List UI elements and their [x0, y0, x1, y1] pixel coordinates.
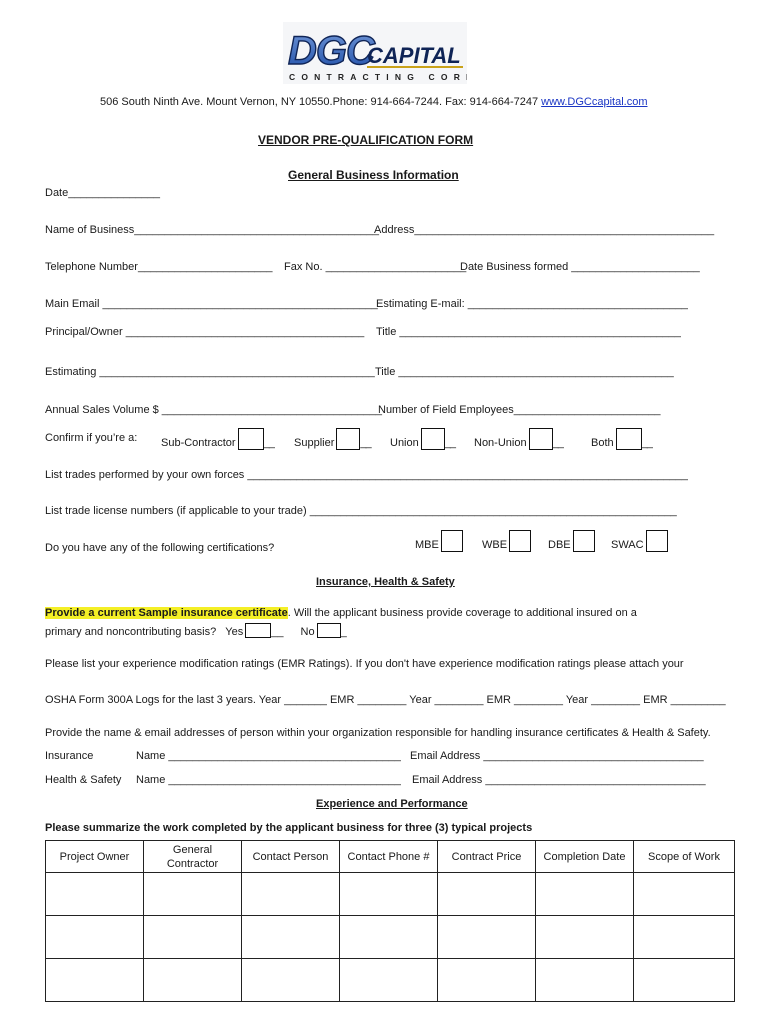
- union-option: Union __: [390, 428, 455, 450]
- non-union-checkbox[interactable]: [529, 428, 553, 450]
- yes-checkbox[interactable]: [245, 623, 271, 638]
- swac-option: [611, 530, 668, 552]
- column-header: Contract Price: [438, 841, 536, 873]
- mbe-option: [415, 530, 463, 552]
- title-field-2[interactable]: Title _____________________________________________: [375, 366, 674, 378]
- license-field[interactable]: List trade license numbers (if applicable to your trade) ____________________________________________________________: [45, 505, 677, 517]
- table-cell[interactable]: [340, 959, 438, 1002]
- section-insurance-title: Insurance, Health & Safety: [316, 576, 455, 588]
- table-cell[interactable]: [438, 959, 536, 1002]
- certifications-question: Do you have any of the following certifications?: [45, 542, 275, 554]
- coverage-question: primary and noncontributing basis? Yes __ No _: [45, 623, 347, 639]
- trades-field[interactable]: List trades performed by your own forces ________________________________________________________________________: [45, 469, 688, 481]
- column-header: Scope of Work: [634, 841, 735, 873]
- health-safety-contact-label: Health & Safety: [45, 774, 122, 786]
- address-field[interactable]: Address_________________________________________________: [374, 224, 715, 236]
- emr-instruction: Please list your experience modification ratings (EMR Ratings). If you don't have experience modification ratings please attach your: [45, 658, 684, 670]
- title-field-1[interactable]: Title ______________________________________________: [376, 326, 681, 338]
- mbe-label: MBE: [415, 539, 439, 551]
- table-cell[interactable]: [634, 959, 735, 1002]
- table-cell[interactable]: [634, 873, 735, 916]
- table-row: [46, 873, 735, 916]
- dbe-checkbox[interactable]: [573, 530, 595, 552]
- responsible-person-instruction: Provide the name & email addresses of person within your organization responsible for handling insurance certificates & Health & Safety.: [45, 727, 711, 739]
- name-of-business-field[interactable]: Name of Business________________________________________: [45, 224, 379, 236]
- health-safety-name-field[interactable]: Name ______________________________________: [136, 774, 401, 786]
- wbe-checkbox[interactable]: [509, 530, 531, 552]
- column-header: Completion Date: [536, 841, 634, 873]
- date-formed-field[interactable]: Date Business formed _____________________: [460, 261, 700, 273]
- insurance-statement-rest: . Will the applicant business provide coverage to additional insured on a: [287, 607, 637, 619]
- supplier-label: Supplier: [294, 437, 335, 449]
- main-email-field[interactable]: Main Email _____________________________________________: [45, 298, 378, 310]
- non-union-label: Non-Union: [474, 437, 527, 449]
- address-phone-fax: 506 South Ninth Ave. Mount Vernon, NY 10550.Phone: 914-664-7244. Fax: 914-664-7247: [100, 96, 542, 108]
- table-cell[interactable]: [634, 916, 735, 959]
- wbe-label: WBE: [482, 539, 508, 551]
- table-cell[interactable]: [242, 916, 340, 959]
- sub-contractor-label: Sub-Contractor: [161, 437, 236, 449]
- annual-sales-field[interactable]: Annual Sales Volume $ ____________________________________: [45, 404, 383, 416]
- table-cell[interactable]: [438, 916, 536, 959]
- projects-table-header: [46, 841, 735, 873]
- table-row: [46, 959, 735, 1002]
- estimating-field[interactable]: Estimating _____________________________________________: [45, 366, 375, 378]
- svg-text:DGC: DGC: [288, 29, 374, 73]
- union-checkbox[interactable]: [421, 428, 445, 450]
- estimating-email-field[interactable]: Estimating E-mail: ____________________________________: [376, 298, 688, 310]
- insurance-contact-name-field[interactable]: Name ______________________________________: [136, 750, 401, 762]
- both-checkbox[interactable]: [616, 428, 642, 450]
- insurance-statement: [45, 607, 637, 620]
- svg-text:CONTRACTING CORP.: CONTRACTING CORP.: [289, 72, 467, 82]
- dbe-option: [548, 530, 595, 552]
- column-header: Project Owner: [46, 841, 144, 873]
- experience-instruction: Please summarize the work completed by the applicant business for three (3) typical projects: [45, 822, 533, 834]
- date-field[interactable]: Date_______________: [45, 187, 161, 199]
- website-link[interactable]: www.DGCcapital.com: [541, 96, 648, 108]
- section-experience-title: Experience and Performance: [316, 798, 468, 810]
- union-label: Union: [390, 437, 419, 449]
- insurance-contact-email-field[interactable]: Email Address ____________________________________: [410, 750, 704, 762]
- both-option: Both __: [591, 428, 652, 450]
- table-cell[interactable]: [242, 959, 340, 1002]
- fax-field[interactable]: Fax No. _______________________: [284, 261, 467, 273]
- table-cell[interactable]: [46, 916, 144, 959]
- table-cell[interactable]: [536, 959, 634, 1002]
- svg-text:CAPITAL: CAPITAL: [367, 43, 461, 68]
- telephone-field[interactable]: Telephone Number______________________: [45, 261, 273, 273]
- field-employees-field[interactable]: Number of Field Employees________________________: [378, 404, 661, 416]
- principal-owner-field[interactable]: Principal/Owner _______________________________________: [45, 326, 365, 338]
- both-label: Both: [591, 437, 614, 449]
- table-row: [46, 916, 735, 959]
- dbe-label: DBE: [548, 539, 571, 551]
- table-cell[interactable]: [144, 959, 242, 1002]
- column-header: Contact Person: [242, 841, 340, 873]
- table-cell[interactable]: [46, 959, 144, 1002]
- wbe-option: [482, 530, 531, 552]
- section-general-title: General Business Information: [288, 168, 459, 182]
- table-cell[interactable]: [46, 873, 144, 916]
- osha-emr-line[interactable]: OSHA Form 300A Logs for the last 3 years. Year _______ EMR ________ Year ________ EMR ________ Year ________ EMR _________: [45, 694, 726, 706]
- table-cell[interactable]: [536, 916, 634, 959]
- form-title: VENDOR PRE-QUALIFICATION FORM: [258, 133, 474, 147]
- swac-checkbox[interactable]: [646, 530, 668, 552]
- yes-label: Yes: [225, 626, 244, 638]
- table-cell[interactable]: [340, 873, 438, 916]
- mbe-checkbox[interactable]: [441, 530, 463, 552]
- confirm-label: Confirm if you’re a:: [45, 432, 138, 444]
- company-logo: [283, 22, 467, 84]
- insurance-contact-label: Insurance: [45, 750, 94, 762]
- coverage-question-text: primary and noncontributing basis?: [45, 626, 217, 638]
- column-header: Contact Phone #: [340, 841, 438, 873]
- table-cell[interactable]: [438, 873, 536, 916]
- sub-contractor-checkbox[interactable]: [238, 428, 264, 450]
- table-cell[interactable]: [340, 916, 438, 959]
- no-checkbox[interactable]: [317, 623, 341, 638]
- table-cell[interactable]: [536, 873, 634, 916]
- table-cell[interactable]: [242, 873, 340, 916]
- projects-table: [45, 840, 735, 1002]
- no-label: No: [300, 626, 315, 638]
- health-safety-email-field[interactable]: Email Address ____________________________________: [412, 774, 706, 786]
- supplier-option: Supplier __: [294, 428, 371, 450]
- sub-contractor-option: Sub-Contractor __: [161, 428, 274, 450]
- table-cell[interactable]: [144, 873, 242, 916]
- company-contact-line: [100, 96, 648, 109]
- non-union-option: Non-Union __: [474, 428, 563, 450]
- supplier-checkbox[interactable]: [336, 428, 360, 450]
- column-header: General Contractor: [144, 841, 242, 873]
- table-cell[interactable]: [144, 916, 242, 959]
- swac-label: SWAC: [611, 539, 644, 551]
- insurance-certificate-highlight: Provide a current Sample insurance certificate: [45, 607, 288, 619]
